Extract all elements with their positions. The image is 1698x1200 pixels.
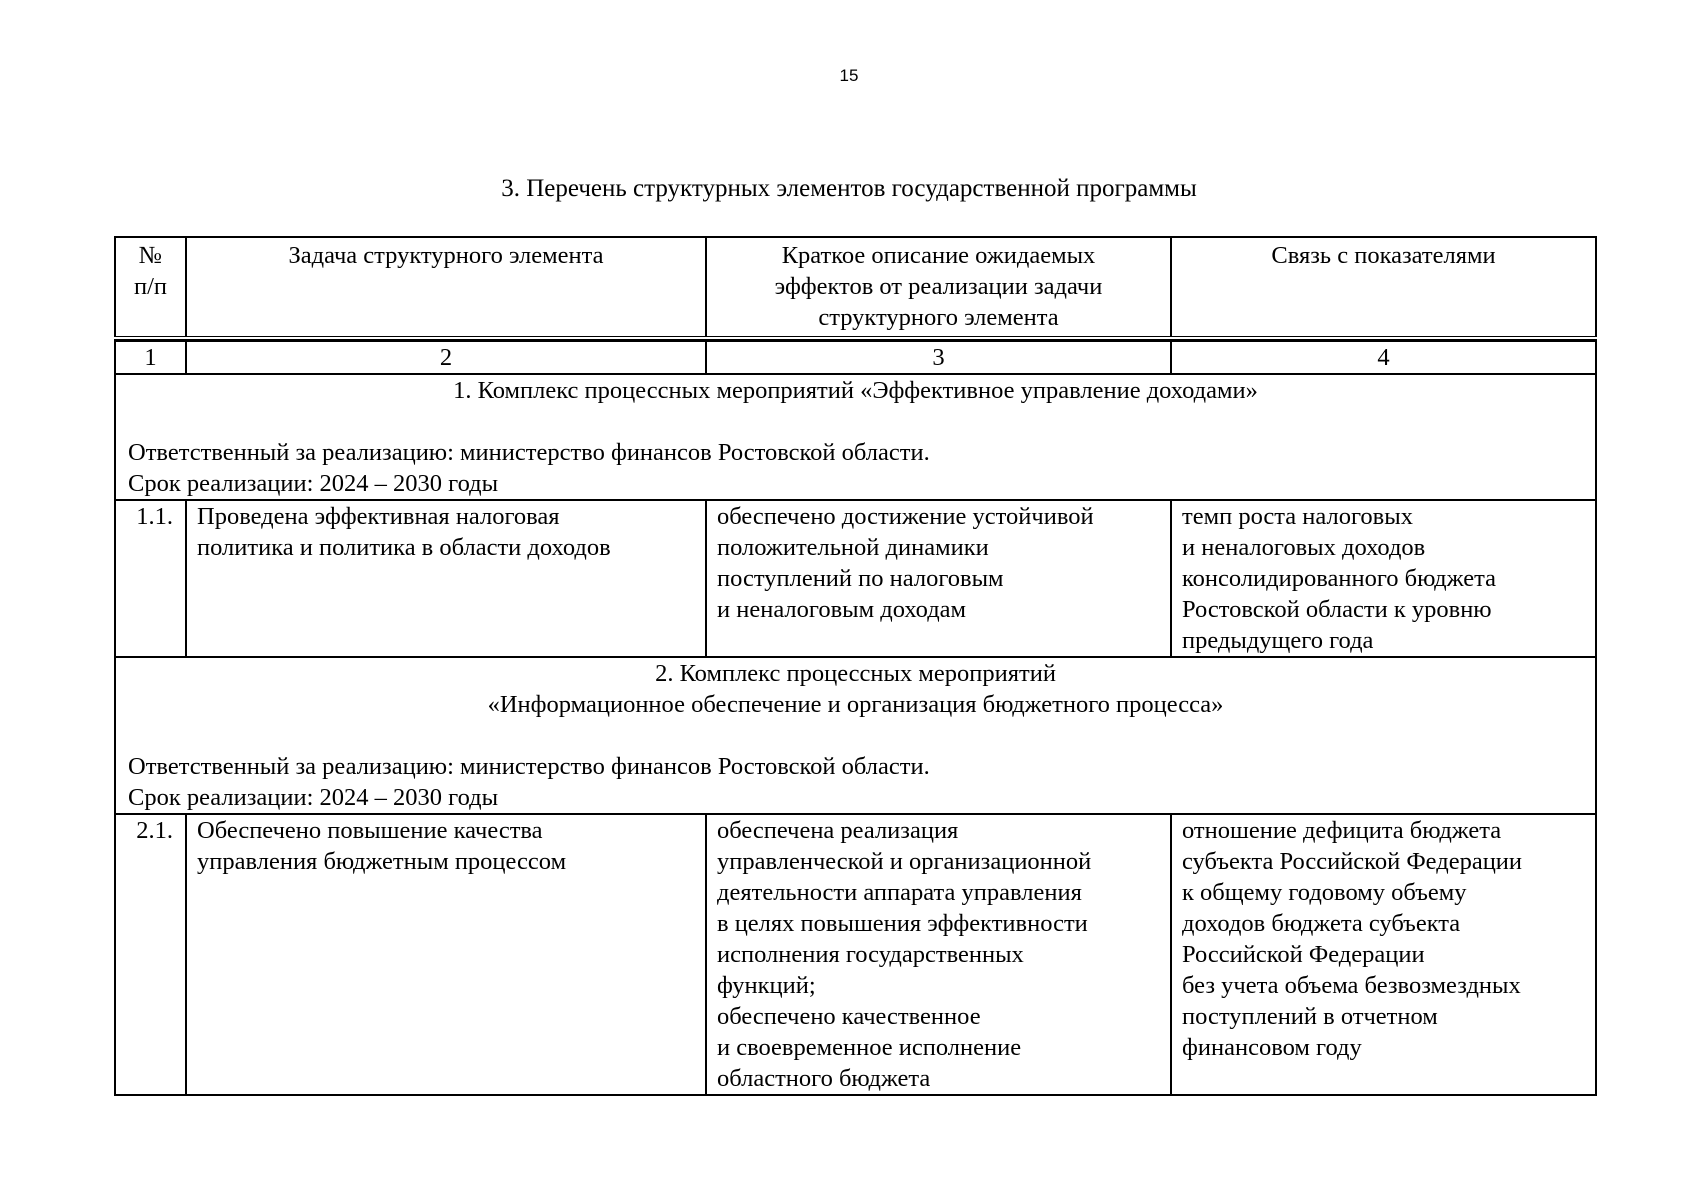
item-effects-line: в целях повышения эффективности [717,910,1088,937]
item-num: 2.1. [115,814,186,1095]
section-title-line: 2. Комплекс процессных мероприятий [655,660,1056,687]
section-title-line: 1. Комплекс процессных мероприятий «Эффективное управление доходами» [453,377,1258,404]
item-effects [706,814,1171,1095]
item-indicators [1171,814,1596,1095]
section-row-1 [115,374,1596,500]
item-indicators-line: доходов бюджета субъекта [1182,910,1461,937]
item-indicators-line: без учета объема безвозмездных [1182,972,1521,999]
column-number: 4 [1171,341,1596,374]
column-numbers-row [115,341,1596,374]
item-effects-line: исполнения государственных [717,941,1024,968]
column-number: 1 [115,341,186,374]
item-effects-line: обеспечена реализация [717,817,959,844]
item-effects [706,500,1171,657]
item-num: 1.1. [115,500,186,657]
column-number: 3 [706,341,1171,374]
header-task: Задача структурного элемента [186,237,706,338]
header-effects-line: Краткое описание ожидаемых [781,242,1096,269]
item-effects-line: управленческой и организационной [717,848,1092,875]
header-num [115,237,186,338]
item-indicators-line: финансовом году [1182,1034,1362,1061]
section-cell [115,657,1596,814]
item-indicators-line: Ростовской области к уровню [1182,596,1492,623]
header-num-line: п/п [133,273,168,300]
item-effects-line: функций; [717,972,816,999]
item-indicators-line: Российской Федерации [1182,941,1425,968]
item-indicators-line: и неналоговых доходов [1182,534,1426,561]
item-task-line: политика и политика в области доходов [197,534,611,561]
item-indicators-line: отношение дефицита бюджета [1182,817,1502,844]
section-title: 3. Перечень структурных элементов государственной программы [501,175,1197,202]
section-responsible: Ответственный за реализацию: министерство финансов Ростовской области. [128,753,930,780]
item-task [186,814,706,1095]
item-task [186,500,706,657]
item-indicators-line: темп роста налоговых [1182,503,1413,530]
section-row-2 [115,657,1596,814]
section-responsible: Ответственный за реализацию: министерство финансов Ростовской области. [128,439,930,466]
section-term: Срок реализации: 2024 – 2030 годы [128,470,499,497]
header-row [115,237,1596,338]
item-effects-line: поступлений по налоговым [717,565,1004,592]
structural-elements-table [114,236,1597,1096]
item-effects-line: обеспечено качественное [717,1003,981,1030]
page-number: 15 [839,66,859,85]
item-task-line: управления бюджетным процессом [197,848,567,875]
item-indicators-line: поступлений в отчетном [1182,1003,1438,1030]
header-num-line: № [138,242,163,269]
item-row-2-1 [115,814,1596,1095]
item-effects-line: деятельности аппарата управления [717,879,1082,906]
item-row-1-1 [115,500,1596,657]
item-effects-line: обеспечено достижение устойчивой [717,503,1094,530]
item-indicators [1171,500,1596,657]
item-task-line: Обеспечено повышение качества [197,817,543,844]
header-indicators: Связь с показателями [1171,237,1596,338]
section-cell [115,374,1596,500]
item-indicators-line: консолидированного бюджета [1182,565,1496,592]
item-indicators-line: субъекта Российской Федерации [1182,848,1523,875]
item-effects-line: положительной динамики [717,534,989,561]
header-effects-line: структурного элемента [818,304,1059,331]
section-term: Срок реализации: 2024 – 2030 годы [128,784,499,811]
item-indicators-line: к общему годовому объему [1182,879,1467,906]
header-effects [706,237,1171,338]
section-title-line: «Информационное обеспечение и организация бюджетного процесса» [487,691,1224,718]
item-effects-line: областного бюджета [717,1065,931,1092]
column-number: 2 [186,341,706,374]
item-effects-line: и своевременное исполнение [717,1034,1022,1061]
item-indicators-line: предыдущего года [1182,627,1374,654]
header-effects-line: эффектов от реализации задачи [774,273,1103,300]
item-effects-line: и неналоговым доходам [717,596,967,623]
item-task-line: Проведена эффективная налоговая [197,503,560,530]
